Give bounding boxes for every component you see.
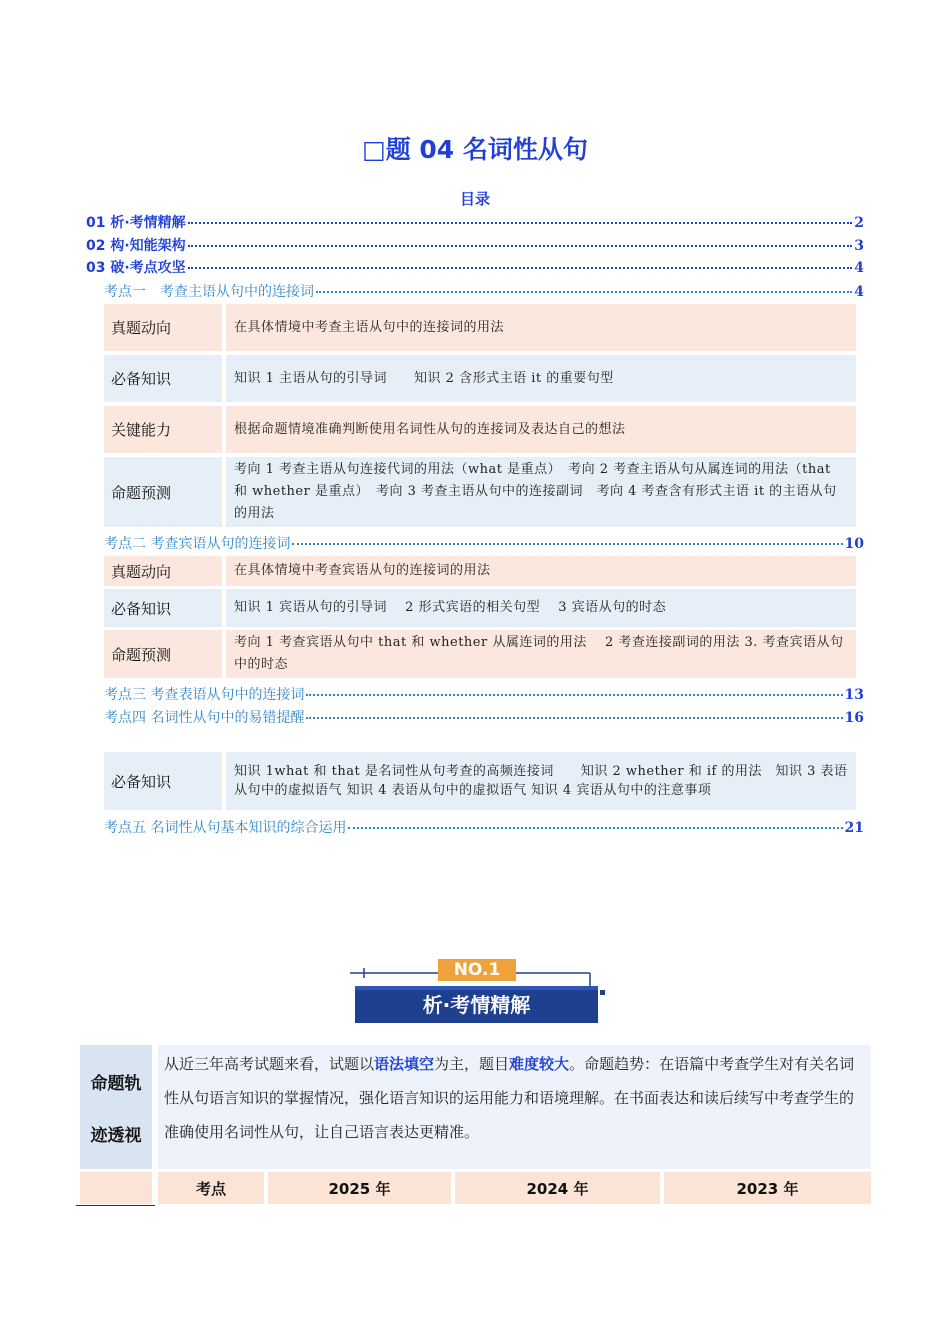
row-value: 根据命题情境准确判断使用名词性从句的连接词及表达自己的想法 bbox=[226, 406, 856, 453]
section-banner bbox=[350, 957, 605, 1027]
toc-page-number: 2 bbox=[854, 215, 864, 231]
toc-leader bbox=[188, 267, 853, 269]
analysis-label bbox=[80, 1045, 152, 1169]
year-table-header: 2025 年 bbox=[268, 1172, 451, 1204]
toc-point-2[interactable] bbox=[104, 533, 864, 553]
row-key: 命题预测 bbox=[104, 630, 222, 678]
divider bbox=[76, 1205, 155, 1206]
row-value: 知识 1 主语从句的引导词 知识 2 含形式主语 it 的重要句型 bbox=[226, 355, 856, 402]
toc-page-number: 4 bbox=[854, 260, 864, 276]
year-table-header: 考点 bbox=[158, 1172, 264, 1204]
row-value: 考向 1 考查主语从句连接代词的用法（what 是重点） 考向 2 考查主语从句从属连词的用法（that 和 whether 是重点） 考向 3 考查主语从句中的连接副词 考向 4 考查含有形式主语 it 的主语从句的用法 bbox=[226, 457, 856, 527]
row-key: 关键能力 bbox=[104, 406, 222, 453]
toc-leader bbox=[348, 827, 842, 829]
table-row bbox=[104, 355, 856, 402]
row-value: 知识 1what 和 that 是名词性从句考查的高频连接词 知识 2 whether 和 if 的用法 知识 3 表语从句中的虚拟语气 知识 4 表语从句中的虚拟语气 知识 4 宾语从句中的注意事项 bbox=[226, 752, 856, 810]
table-row bbox=[104, 406, 856, 453]
toc-page-number: 3 bbox=[854, 238, 864, 254]
row-key: 命题预测 bbox=[104, 457, 222, 527]
toc-entry-01[interactable] bbox=[86, 212, 864, 232]
toc-point-4[interactable] bbox=[104, 707, 864, 727]
toc-point-label: 考点三 考查表语从句中的连接词 bbox=[104, 687, 305, 703]
toc-leader bbox=[188, 222, 853, 224]
table-row bbox=[104, 630, 856, 678]
toc-entry-03[interactable] bbox=[86, 257, 864, 277]
toc-heading: 目录 bbox=[459, 190, 490, 208]
highlight-text: 难度较大 bbox=[509, 1055, 570, 1073]
toc-page-number: 4 bbox=[854, 284, 864, 300]
toc-point-1[interactable] bbox=[104, 281, 864, 301]
toc-leader bbox=[306, 717, 842, 719]
toc-page-number: 13 bbox=[844, 687, 864, 703]
toc-point-5[interactable] bbox=[104, 817, 864, 837]
toc-page-number: 21 bbox=[844, 820, 864, 836]
toc-point-label: 考点四 名词性从句中的易错提醒 bbox=[104, 710, 305, 726]
toc-page-number: 10 bbox=[844, 536, 864, 552]
toc-entry-label: 01 析·考情精解 bbox=[86, 215, 186, 231]
toc-page-number: 16 bbox=[844, 710, 864, 726]
table-row bbox=[104, 457, 856, 527]
toc-point-label: 考点五 名词性从句基本知识的综合运用 bbox=[104, 820, 347, 836]
row-key: 真题动向 bbox=[104, 556, 222, 586]
analysis-label-bottom: 迹透视 bbox=[90, 1125, 142, 1146]
year-table-header: 2023 年 bbox=[664, 1172, 871, 1204]
analysis-box bbox=[80, 1045, 871, 1169]
banner-label: 析·考情精解 bbox=[422, 993, 531, 1017]
highlight-text: 语法填空 bbox=[374, 1055, 435, 1073]
table-row bbox=[104, 589, 856, 627]
row-value: 考向 1 考查宾语从句中 that 和 whether 从属连词的用法 2 考查连接副词的用法 3. 考查宾语从句中的时态 bbox=[226, 630, 856, 678]
toc-point-label: 考点一 考查主语从句中的连接词 bbox=[104, 284, 314, 300]
row-key: 必备知识 bbox=[104, 589, 222, 627]
toc-leader bbox=[188, 245, 853, 247]
banner-badge: NO.1 bbox=[453, 960, 501, 980]
text-run: 为主，题目 bbox=[434, 1055, 510, 1073]
toc-leader bbox=[316, 291, 852, 293]
year-table-header: 2024 年 bbox=[455, 1172, 660, 1204]
row-value: 在具体情境中考查主语从句中的连接词的用法 bbox=[226, 304, 856, 351]
table-row bbox=[104, 556, 856, 586]
row-key: 必备知识 bbox=[104, 752, 222, 810]
text-run: 。命题趋势：在语篇中考查学生对有关名词性从句语言知识的掌握情况，强化语言知识的运用能力和语境理解。在书面表达和读后续写中考查学生的准确使用名词性从句，让自己语言表达更精准。 bbox=[164, 1055, 855, 1141]
toc-leader bbox=[306, 694, 842, 696]
table-row bbox=[104, 752, 856, 810]
toc-entry-02[interactable] bbox=[86, 235, 864, 255]
page-title: □题 04 名词性从句 bbox=[362, 135, 588, 164]
toc-point-3[interactable] bbox=[104, 684, 864, 704]
row-key: 必备知识 bbox=[104, 355, 222, 402]
text-run: 从近三年高考试题来看，试题以 bbox=[164, 1055, 375, 1073]
analysis-label-top: 命题轨 bbox=[90, 1073, 142, 1094]
row-value: 知识 1 宾语从句的引导词 2 形式宾语的相关句型 3 宾语从句的时态 bbox=[226, 589, 856, 627]
analysis-text bbox=[158, 1045, 871, 1169]
toc-leader bbox=[292, 543, 842, 545]
year-table-corner bbox=[80, 1172, 152, 1204]
row-key: 真题动向 bbox=[104, 304, 222, 351]
toc-entry-label: 02 构·知能架构 bbox=[86, 238, 186, 254]
row-value: 在具体情境中考查宾语从句的连接词的用法 bbox=[226, 556, 856, 586]
table-row bbox=[104, 304, 856, 351]
toc-entry-label: 03 破·考点攻坚 bbox=[86, 260, 186, 276]
toc-point-label: 考点二 考查宾语从句的连接词 bbox=[104, 536, 291, 552]
